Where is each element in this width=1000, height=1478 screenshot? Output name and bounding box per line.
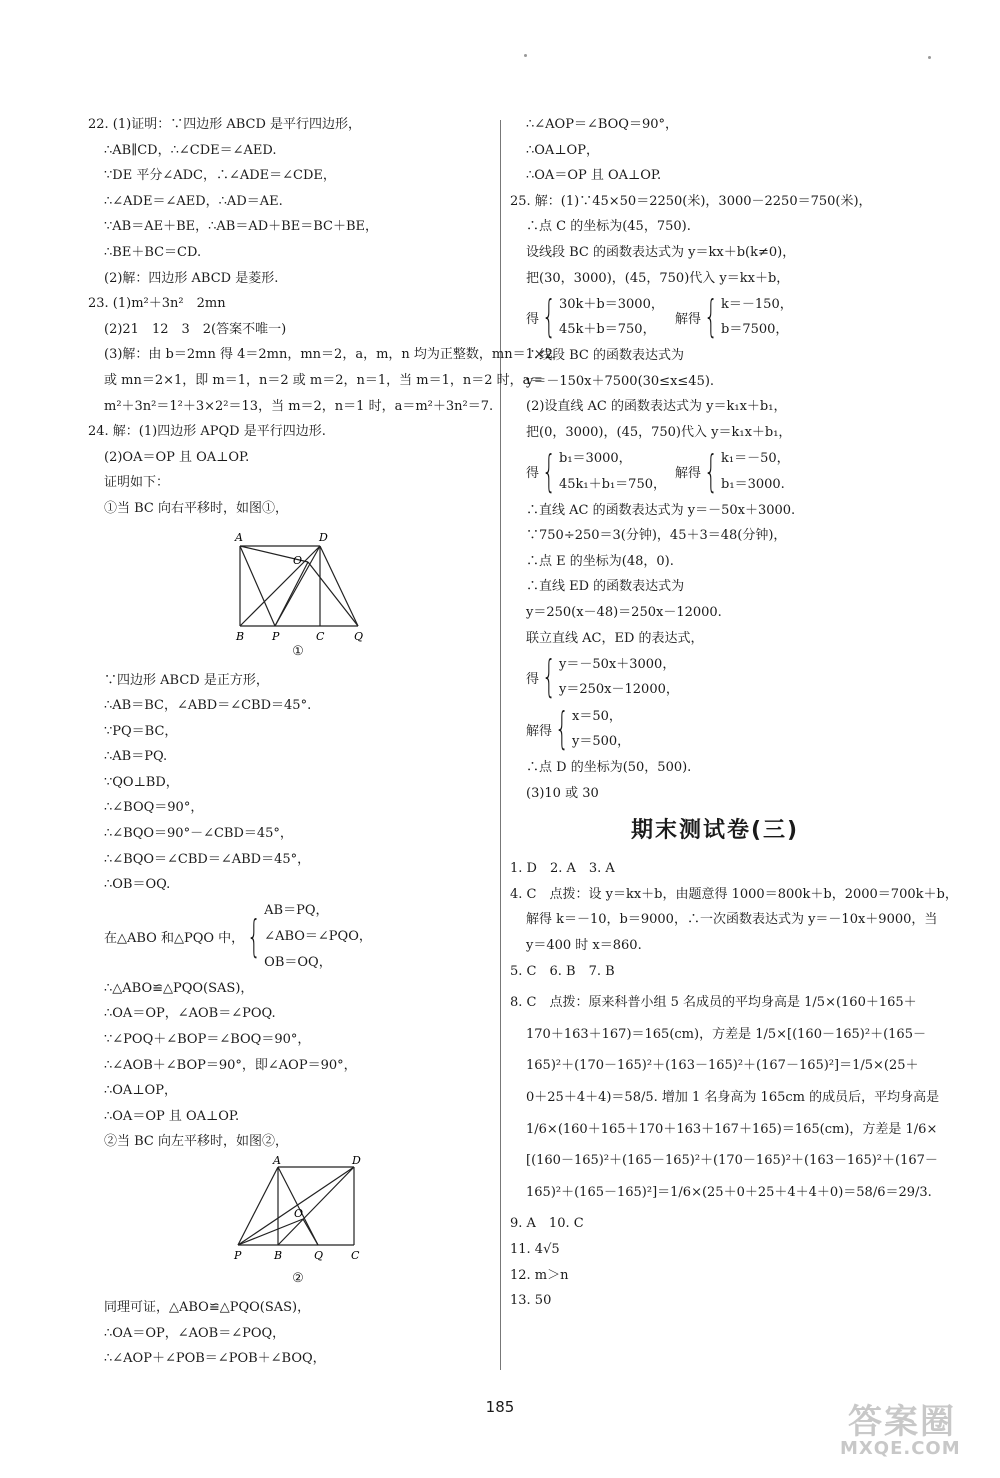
fig1-label-d: D [319,530,328,544]
text-line: ∵PQ＝BC， [104,723,178,739]
text-line: 联立直线 AC，ED 的表达式， [526,630,704,646]
system-line: b₁＝3000. [721,476,785,492]
system-lines [721,292,793,343]
text-line: ∴∠BOQ＝90°， [104,800,204,816]
watermark [836,1388,986,1466]
right-column [510,112,958,1314]
text-line: ∴∠BQO＝90°－∠CBD＝45°， [104,826,293,842]
brace-icon: { [704,291,719,343]
system-jiede: 解得 [526,723,553,739]
brace-icon: { [704,445,719,497]
text-line: (2)21 12 3 2(答案不唯一) [104,321,287,337]
text-line: (2)解：四边形 ABCD 是菱形. [104,270,279,286]
fig2-label-d: D [352,1155,361,1167]
figure-1-caption: ① [292,643,304,659]
text-line: 或 mn＝2×1，即 m＝1，n＝2 或 m＝2，n＝1，当 m＝1，n＝2 时，a＝ [104,372,544,388]
text-line: ∵QO⊥BD， [104,774,179,790]
system-line: k＝－150， [721,296,793,312]
text-line: ∴∠AOP＋∠POB＝∠POB＋∠BOQ， [104,1351,326,1367]
fig1-label-c: C [316,629,325,642]
text-line: 0＋25＋4＋4)＝58/5. 增加 1 名身高为 165cm 的成员后，平均身高是 [526,1090,940,1106]
text-line: ∵∠POQ＋∠BOP＝∠BOQ＝90°， [104,1032,311,1048]
text-line: 5. C 6. B 7. B [510,963,615,979]
text-line: 11. 4√5 [510,1242,560,1257]
text-line: ∴直线 ED 的函数表达式为 [526,579,685,595]
fig1-label-o: O [293,553,303,567]
text-line: ∴BE＋BC＝CD. [104,244,202,260]
equation-system-3 [510,651,920,703]
text-line: ∴△ABO≌△PQO(SAS)， [104,980,254,996]
text-line: 12. m＞n [510,1267,569,1283]
equation-system-4 [510,703,920,755]
scan-speck [524,54,527,57]
text-line: ∴OA＝OP 且 OA⊥OP. [104,1108,240,1124]
text-line: y＝400 时 x＝860. [526,938,642,954]
system-line: b＝7500， [721,322,789,338]
text-line: 170＋163＋167)＝165(cm)，方差是 1/5×[(160－165)²＋(165－ [526,1026,926,1042]
section-title: 期末测试卷(三) [630,818,800,844]
brace-icon: { [542,651,557,703]
text-line: 把(0，3000)，(45，750)代入 y＝k₁x＋b₁， [526,424,792,440]
system-line: AB＝PQ， [264,903,329,919]
equation-system-2 [510,446,920,498]
system-line: y＝－50x＋3000， [559,656,676,672]
figure-1 [88,522,493,668]
system-line: 30k＋b＝3000， [559,296,664,312]
text-line: ∴OA⊥OP， [104,1083,177,1099]
text-line: ∴AB∥CD，∴∠CDE＝∠AED. [104,142,277,158]
equation-system-1 [510,291,920,343]
text-line: ∵750÷250＝3(分钟)，45＋3＝48(分钟)， [526,528,787,544]
fig2-label-q: Q [314,1249,324,1262]
system-line: ∠ABO＝∠PQO， [264,929,372,945]
system-de: 得 [526,466,540,482]
text-line: ∵DE 平分∠ADC，∴∠ADE＝∠CDE， [104,168,336,184]
text-line: ∴点 D 的坐标为(50，500). [526,760,692,776]
text-line: 25. 解：(1)∵45×50＝2250(米)，3000－2250＝750(米)， [510,193,872,209]
figure-1-diagram [88,522,493,642]
text-line: ∴点 C 的坐标为(45，750). [526,219,691,235]
system-line: y＝500， [572,734,631,750]
text-line: 1. D 2. A 3. A [510,861,615,877]
system-jiede: 解得 [675,466,702,482]
text-line: ∴AB＝BC，∠ABD＝∠CBD＝45°. [104,698,312,714]
text-line: ∴点 E 的坐标为(48，0). [526,553,674,569]
fig1-label-q: Q [354,629,364,642]
text-line: 165)²＋(165－165)²]＝1/6×(25＋0＋25＋4＋4＋0)＝58/6＝29/3. [526,1184,932,1200]
text-line: (2)OA＝OP 且 OA⊥OP. [104,449,250,465]
system-lines [559,652,679,703]
text-line: 解得 k＝－10，b＝9000，∴一次函数表达式为 y＝－10x＋9000，当 [526,912,938,928]
text-line: [(160－165)²＋(165－165)²＋(170－165)²＋(163－165)²＋(167－ [526,1153,938,1169]
text-line: ∴AB＝PQ. [104,749,168,765]
system-line: k₁＝－50， [721,450,790,466]
fig2-label-c: C [351,1249,360,1262]
text-line: ∵AB＝AE＋BE，∴AB＝AD＋BE＝BC＋BE， [104,219,378,235]
system-line: 45k＋b＝750， [559,322,656,338]
system-lines [559,292,669,343]
system-line: OB＝OQ， [264,954,332,970]
figure-2 [88,1155,493,1295]
system-lines [264,898,372,975]
text-line: ∴OB＝OQ. [104,877,171,893]
text-line: ∴OA＝OP，∠AOB＝∠POQ. [104,1006,276,1022]
brace-icon: { [247,910,262,962]
text-line: 证明如下： [104,475,170,491]
text-line: 9. A 10. C [510,1216,584,1232]
text-line: 24. 解：(1)四边形 APQD 是平行四边形. [88,424,326,440]
brace-icon: { [555,703,570,755]
fig2-label-a: A [273,1155,281,1167]
text-line: 把(30，3000)，(45，750)代入 y＝kx＋b， [526,270,790,286]
system-de: 得 [526,311,540,327]
fig2-label-p: P [234,1249,242,1262]
system-line: 45k₁＋b₁＝750， [559,476,666,492]
text-line: (2)设直线 AC 的函数表达式为 y＝k₁x＋b₁， [526,399,787,415]
text-line: 22. (1)证明：∵四边形 ABCD 是平行四边形， [88,117,362,132]
watermark-url: MXQE.COM [840,1438,961,1459]
system-de: 得 [526,671,540,687]
system-line: x＝50， [572,708,622,724]
system-line: y＝250x－12000， [559,682,679,698]
text-line: 8. C 点拨：原来科普小组 5 名成员的平均身高是 1/5×(160＋165＋ [510,995,917,1011]
page-number: 185 [485,1398,515,1416]
figure-2-diagram [88,1155,493,1271]
text-line: ∴∠ADE＝∠AED，∴AD＝AE. [104,193,283,209]
fig2-label-o: O [294,1207,304,1220]
system-intro: 在△ABO 和△PQO 中， [104,931,245,947]
brace-icon: { [542,445,557,497]
congruence-system [88,898,493,976]
text-line: ②当 BC 向左平移时，如图②， [104,1134,289,1150]
fig1-label-a: A [235,530,243,544]
text-line: ∴OA＝OP 且 OA⊥OP. [526,168,662,184]
text-line: ∴OA⊥OP， [526,142,599,158]
text-line: 13. 50 [510,1293,552,1309]
text-line: ∴∠BQO＝∠CBD＝∠ABD＝45°， [104,851,311,867]
text-line: ∴直线 AC 的函数表达式为 y＝－50x＋3000. [526,502,796,518]
text-line: 1/6×(160＋165＋170＋163＋167＋165)＝165(cm)，方差是 1/6× [526,1121,938,1137]
brace-icon: { [542,291,557,343]
text-line: ①当 BC 向右平移时，如图①， [104,500,289,516]
text-line: ∴∠AOP＝∠BOQ＝90°， [526,117,679,132]
text-line: 同理可证，△ABO≌△PQO(SAS)， [104,1300,311,1315]
fig1-label-p: P [272,629,280,642]
text-line: ∴∠AOB＋∠BOP＝90°，即∠AOP＝90°， [104,1057,357,1073]
system-lines [721,446,790,497]
system-lines [559,446,669,497]
scan-speck [928,56,931,59]
text-line: ∴OA＝OP，∠AOB＝∠POQ， [104,1325,286,1341]
text-line: y＝250(x－48)＝250x－12000. [526,604,722,620]
text-line: 165)²＋(170－165)²＋(163－165)²＋(167－165)²]＝1/5×(25＋ [526,1058,919,1074]
text-line: ∵四边形 ABCD 是正方形， [104,672,269,688]
system-lines [572,704,630,755]
text-line: 4. C 点拨：设 y＝kx＋b，由题意得 1000＝800k＋b，2000＝700k＋b， [510,886,958,902]
system-line: b₁＝3000， [559,450,632,466]
watermark-text: 答案圈 [848,1402,956,1442]
text-line: 23. (1)m²＋3n² 2mn [88,296,226,312]
fig1-label-b: B [236,629,245,642]
text-line: (3)解：由 b＝2mn 得 4＝2mn，mn＝2，a，m，n 均为正整数，mn＝1×2 [104,347,554,363]
text-line: m²＋3n²＝1²＋3×2²＝13，当 m＝2，n＝1 时，a＝m²＋3n²＝7. [104,398,494,414]
fig2-label-b: B [274,1249,283,1262]
text-line: ∴线段 BC 的函数表达式为 [526,348,685,364]
system-jiede: 解得 [675,311,702,327]
column-divider [500,120,501,1370]
text-line: (3)10 或 30 [526,785,599,801]
text-line: y＝－150x＋7500(30≤x≤45). [526,373,715,389]
text-line: 设线段 BC 的函数表达式为 y＝kx＋b(k≠0)， [526,244,796,260]
figure-2-caption: ② [292,1271,304,1286]
